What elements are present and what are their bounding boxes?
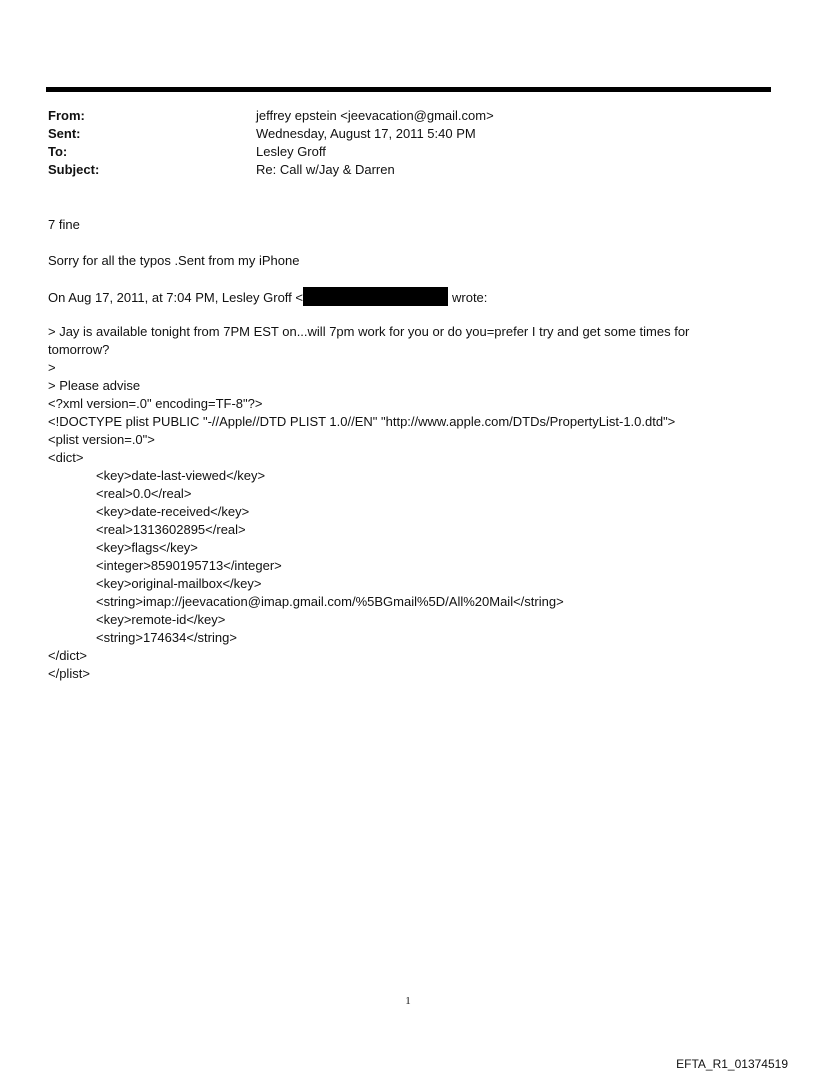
quoted-line: <real>1313602895</real> bbox=[96, 522, 246, 537]
quoted-line: </plist> bbox=[48, 666, 90, 681]
header-rule bbox=[46, 87, 771, 92]
quoted-line: <real>0.0</real> bbox=[96, 486, 192, 501]
from-value: jeffrey epstein <jeevacation@gmail.com> bbox=[256, 108, 494, 123]
quoted-line: <key>original-mailbox</key> bbox=[96, 576, 262, 591]
quoted-line: > Jay is available tonight from 7PM EST on...will 7pm work for you or do you=prefer I try and get some times for tomorrow? bbox=[48, 324, 690, 357]
quoted-line: > bbox=[48, 360, 56, 375]
redaction-bar bbox=[303, 287, 448, 306]
quoted-line: <integer>8590195713</integer> bbox=[96, 558, 282, 573]
attribution-suffix: wrote: bbox=[452, 290, 488, 305]
quoted-line: > Please advise bbox=[48, 378, 141, 393]
attribution-prefix: On Aug 17, 2011, at 7:04 PM, Lesley Groff < bbox=[48, 290, 303, 305]
quoted-line: <dict> bbox=[48, 450, 84, 465]
quoted-line: <string>imap://jeevacation@imap.gmail.com/%5BGmail%5D/All%20Mail</string> bbox=[96, 594, 564, 609]
to-value: Lesley Groff bbox=[256, 144, 326, 159]
from-label: From: bbox=[48, 108, 85, 123]
quoted-line: <string>174634</string> bbox=[96, 630, 237, 645]
subject-row bbox=[48, 161, 748, 179]
signature-text: Sorry for all the typos .Sent from my iPhone bbox=[48, 253, 300, 268]
quoted-message bbox=[48, 323, 738, 683]
sent-value: Wednesday, August 17, 2011 5:40 PM bbox=[256, 126, 476, 141]
quoted-line: <key>remote-id</key> bbox=[96, 612, 226, 627]
reply-text: 7 fine bbox=[48, 217, 80, 232]
quoted-line: <?xml version=.0" encoding=TF-8"?> bbox=[48, 396, 263, 411]
quoted-line: <key>date-received</key> bbox=[96, 504, 250, 519]
quoted-line: <!DOCTYPE plist PUBLIC "-//Apple//DTD PLIST 1.0//EN" "http://www.apple.com/DTDs/PropertyList-1.0.dtd"> bbox=[48, 414, 676, 429]
page-number: 1 bbox=[405, 995, 411, 1007]
quoted-line: <key>flags</key> bbox=[96, 540, 198, 555]
quoted-line: <key>date-last-viewed</key> bbox=[96, 468, 266, 483]
to-row bbox=[48, 143, 748, 161]
from-row bbox=[48, 107, 748, 125]
quoted-line: <plist version=.0"> bbox=[48, 432, 155, 447]
quoted-line: </dict> bbox=[48, 648, 88, 663]
attribution-line bbox=[48, 287, 738, 307]
subject-value: Re: Call w/Jay & Darren bbox=[256, 162, 395, 177]
document-id: EFTA_R1_01374519 bbox=[676, 1057, 788, 1071]
sent-label: Sent: bbox=[48, 126, 81, 141]
sent-row bbox=[48, 125, 748, 143]
to-label: To: bbox=[48, 144, 68, 159]
email-header bbox=[48, 107, 748, 179]
subject-label: Subject: bbox=[48, 162, 100, 177]
